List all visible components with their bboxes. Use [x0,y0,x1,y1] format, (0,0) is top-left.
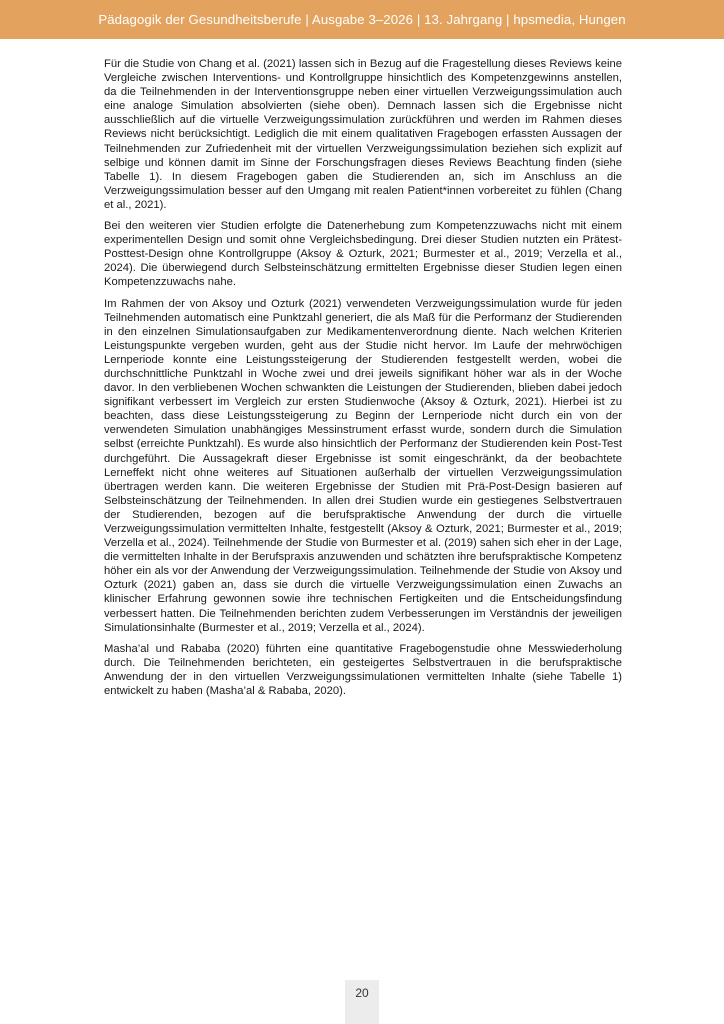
page-number-tab [345,980,379,1024]
journal-header-text: Pädagogik der Gesundheitsberufe | Ausgabe 3–2026 | 13. Jahrgang | hpsmedia, Hungen [98,12,626,27]
page-number: 20 [355,986,369,1000]
article-body [104,57,622,705]
paragraph: Im Rahmen der von Aksoy und Ozturk (2021) verwendeten Verzweigungssimulation wurde für jeden Teilnehmenden automatisch eine Punktzahl generiert, die als Maß für die Performanz der Studierenden in den einzelnen Simulationsaufgaben zur Medikamentenverordnung diente. Nach welchen Kriterien Leistungspunkte vergeben wurden, geht aus der Studie nicht hervor. Im Laufe der mehrwöchigen Lernperiode konnte eine Leistungssteigerung der Studierenden festgestellt werden, wobei die durchschnittliche Punktzahl in Woche zwei und drei jeweils signifikant höher war als in der Woche davor. In den verbliebenen Wochen schwankten die Leistungen der Studierenden, blieben dabei jedoch signifikant verbessert im Vergleich zur ersten Studienwoche (Aksoy & Ozturk, 2021). Hierbei ist zu beachten, dass diese Leistungssteigerung zu Beginn der Lernperiode nicht durch ein von der verwendeten Simulation unabhängiges Messinstrument erfasst wurde, sondern durch die Simulation selbst (erreichte Punktzahl). Es wurde also hinsichtlich der Performanz der Studierenden kein Post-Test durchgeführt. Die Aussagekraft dieser Ergebnisse ist somit eingeschränkt, da der beobachtete Lerneffekt nicht ohne weiteres auf Situationen außerhalb der virtuellen Verzweigungssimulation übertragen werden kann. Die weiteren Ergebnisse der Studien mit Prä-Post-Design basieren auf Selbsteinschätzung der Teilnehmenden. In allen drei Studien wurde ein gestiegenes Selbstvertrauen der Studierenden, bezogen auf die berufspraktische Anwendung der durch die virtuelle Verzweigungssimulation vermittelten Inhalte, festgestellt (Aksoy & Ozturk, 2021; Burmester et al., 2019; Verzella et al., 2024). Teilnehmende der Studie von Burmester et al. (2019) sahen sich eher in der Lage, die vermittelten Inhalte in der Berufspraxis anzuwenden und schätzten ihre berufspraktische Kompetenz höher ein als vor der Anwendung der Verzweigungssimulation. Teilnehmende der Studie von Aksoy und Ozturk (2021) gaben an, dass sie durch die virtuelle Verzweigungssimulation einen Zuwachs an klinischer Erfahrung gewonnen sowie ihre technischen Fertigkeiten und die Entscheidungsfindung verbessert hatten. Die Teilnehmenden berichten zudem Verbesserungen im Verständnis der jeweiligen Simulationsinhalte (Burmester et al., 2019; Verzella et al., 2024). [104,297,622,634]
paragraph: Masha’al und Rababa (2020) führten eine quantitative Fragebogenstudie ohne Messwiederholung durch. Die Teilnehmenden berichteten, ein gesteigertes Selbstvertrauen in die berufspraktische Anwendung der in den virtuellen Verzweigungssimulationen vermittelten Inhalte (siehe Tabelle 1) entwickelt zu haben (Masha’al & Rababa, 2020). [104,642,622,698]
journal-header-bar [0,0,724,39]
paragraph: Für die Studie von Chang et al. (2021) lassen sich in Bezug auf die Fragestellung dieses Reviews keine Vergleiche zwischen Interventions- und Kontrollgruppe hinsichtlich des Kompetenzgewinns anstellen, da die Teilnehmenden in der Interventionsgruppe neben einer virtuellen Verzweigungssimulation auch eine analoge Simulation absolvierten (siehe oben). Demnach lassen sich die Ergebnisse nicht ausschließlich auf die virtuelle Verzweigungssimulation zurückführen und werden im Rahmen dieses Reviews nicht berücksichtigt. Lediglich die mit einem qualitativen Fragebogen erfassten Aussagen der Teilnehmenden zur Zufriedenheit mit der virtuellen Verzweigungssimulation beziehen sich explizit auf selbige und können damit im Sinne der Forschungsfragen dieses Reviews Beachtung finden (siehe Tabelle 1). In diesem Fragebogen gaben die Studierenden an, sich im Anschluss an die Verzweigungssimulation besser auf den Umgang mit realen Patient*innen vorbereitet zu fühlen (Chang et al., 2021). [104,58,622,211]
paragraph: Bei den weiteren vier Studien erfolgte die Datenerhebung zum Kompetenzzuwachs nicht mit einem experimentellen Design und somit ohne Vergleichsbedingung. Drei dieser Studien nutzten ein Prätest-Posttest-Design ohne Kontrollgruppe (Aksoy & Ozturk, 2021; Burmester et al., 2019; Verzella et al., 2024). Die überwiegend durch Selbsteinschätzung ermittelten Ergebnisse dieser Studien legen einen Kompetenzzuwachs nahe. [104,220,622,289]
